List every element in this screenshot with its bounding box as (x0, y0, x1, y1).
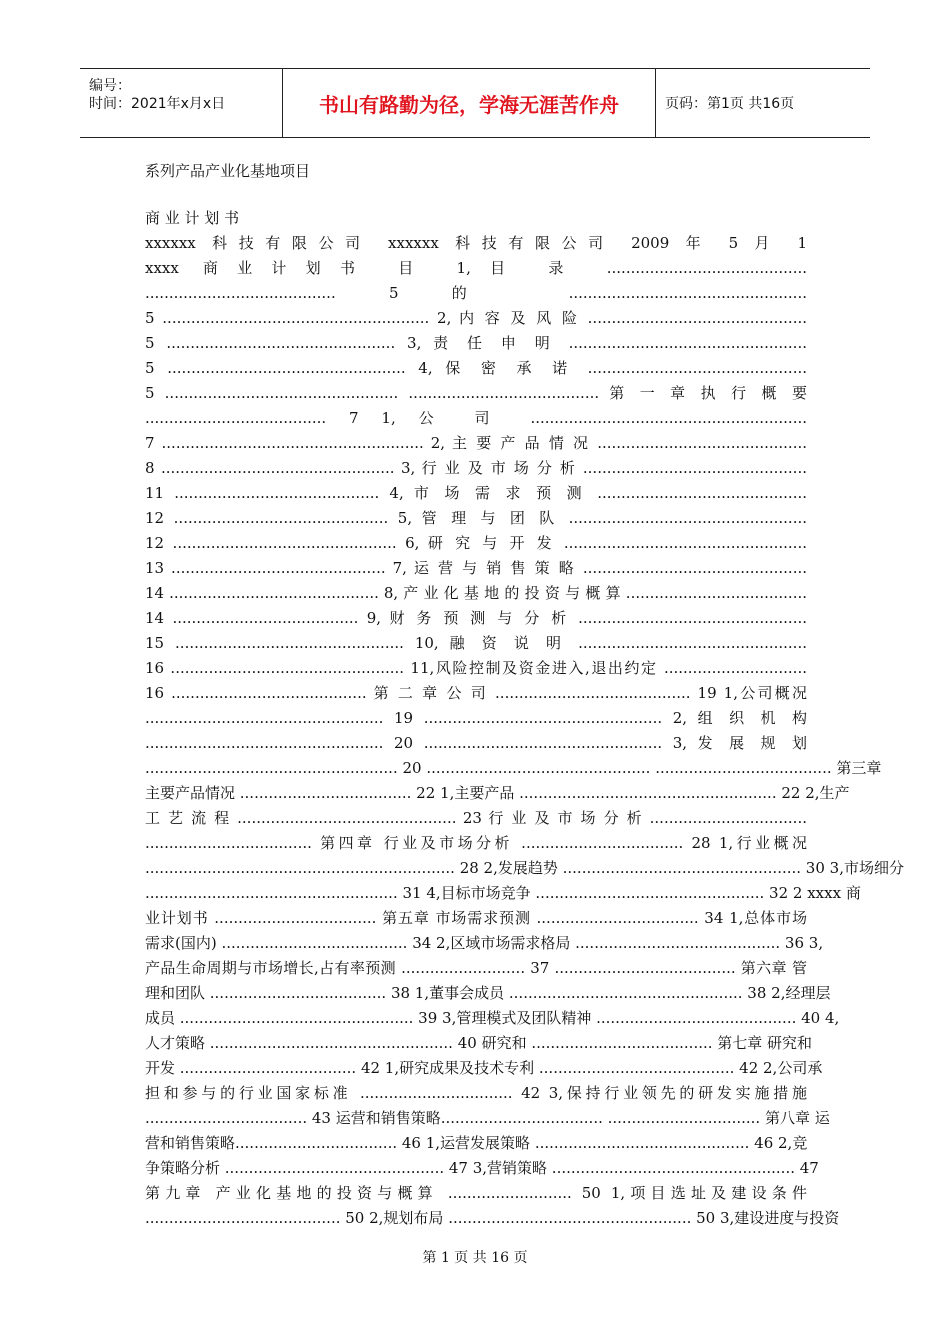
toc-line: 产品生命周期与市场增长,占有率预测 .......................... 37 ...................................... 第六章 管 (145, 959, 807, 977)
toc-line: 16 ................................................. 11,风险控制及资金进入,退出约定 .............................. (145, 659, 807, 677)
toc-line: ...................................... 7 1, 公 司 .......................................................... (145, 409, 807, 427)
toc-line: ........................................ 5 的 .................................................. (145, 284, 807, 302)
toc-line: 人才策略 ................................................... 40 研究和 ...................................... 第七章 研究和 (145, 1034, 813, 1052)
header-page-info: 页码：第1页 共16页 (665, 96, 795, 112)
toc-line: 理和团队 ..................................... 38 1,董事会成员 ................................................. 38 2,经理层 (145, 984, 831, 1002)
toc-line: 5 ................................................ 3, 责 任 申 明 .................................................. (145, 334, 807, 352)
toc-line: ................................................................. 28 2,发展趋势 .................................................. 30 3,市场细分 (145, 859, 904, 877)
time-label: 时间：2021年x月x日 (89, 96, 226, 112)
toc-line: .................................. 43 运营和销售策略.................................. ................................ 第八章 运 (145, 1109, 830, 1127)
header-motto: 书山有路勤为径，学海无涯苦作舟 (319, 92, 619, 117)
toc-line: 5 .................................................. 4, 保 密 承 诺 .............................................. (145, 359, 807, 377)
toc-line: 8 ................................................. 3, 行 业 及 市 场 分 析 ............................................... (145, 459, 807, 477)
plan-heading: 商 业 计 划 书 (145, 209, 240, 227)
toc-line: 14 ............................................ 8, 产 业 化 基 地 的 投 资 与 概 算 ...................................... (145, 584, 807, 602)
number-label: 编号： (89, 78, 131, 94)
toc-line: ..................................................... 31 4,目标市场竞争 ................................................ 32 2 xxxx 商 (145, 884, 861, 902)
toc-line: 担和参与的行业国家标准 ................................ 42 3,保持行业领先的研发实施措施 (145, 1084, 807, 1102)
toc-line: 12 ............................................. 5, 管 理 与 团 队 .................................................. (145, 509, 807, 527)
toc-line: 5 ................................................. ........................................ 第 一 章 执 行 概 要 (145, 384, 807, 402)
toc-line: 12 ............................................... 6, 研 究 与 开 发 ................................................... (145, 534, 807, 552)
document-title: 系列产品产业化基地项目 (145, 162, 311, 180)
toc-line: 需求(国内) ....................................... 34 2,区域市场需求格局 ........................................... 36 3, (145, 934, 824, 952)
toc-line: 5 ........................................................ 2, 内 容 及 风 险 .............................................. (145, 309, 807, 327)
toc-line: 成员 ................................................. 39 3,管理模式及团队精神 .......................................... 40 4, (145, 1009, 840, 1027)
toc-line: ................................... 第四章 行业及市场分析 .................................. 28 1,行业概况 (145, 834, 807, 852)
toc-line: .................................................. 20 .................................................. 3, 发 展 规 划 (145, 734, 807, 752)
toc-line: 16 ......................................... 第 二 章 公 司 ......................................... 19 1,公司概况 (145, 684, 807, 702)
page-footer: 第 1 页 共 16 页 (422, 1250, 528, 1266)
toc-line: 15 ................................................ 10, 融 资 说 明 ................................................ (145, 634, 807, 652)
toc-line: 业计划书 .................................. 第五章 市场需求预测 .................................. 34 1,总体市场 (145, 909, 807, 927)
header-meta-cell (80, 69, 282, 137)
table-of-contents (145, 206, 904, 1231)
toc-line: 工 艺 流 程 .............................................. 23 行 业 及 市 场 分 析 ................................. (145, 809, 807, 827)
toc-line: 11 ........................................... 4, 市 场 需 求 预 测 ............................................ (145, 484, 807, 502)
toc-line: 争策略分析 .............................................. 47 3,营销策略 ................................................... 47 (145, 1159, 819, 1177)
toc-line: 7 ....................................................... 2, 主 要 产 品 情 况 ............................................ (145, 434, 807, 452)
toc-line: 主要产品情况 .................................... 22 1,主要产品 ...................................................... 22 2,生产 (145, 784, 850, 802)
toc-line: 第九章 产业化基地的投资与概算 .......................... 50 1,项目选址及建设条件 (145, 1184, 807, 1202)
toc-line: 14 ....................................... 9, 财 务 预 测 与 分 析 ................................................ (145, 609, 807, 627)
toc-line: xxxx 商业计划书 目 1,目 录 .......................................... (145, 259, 807, 277)
toc-line: ..................................................... 20 ............................................... ..................................... 第三章 (145, 759, 882, 777)
toc-line: 营和销售策略.................................. 46 1,运营发展策略 ............................................. 46 2,竞 (145, 1134, 808, 1152)
toc-line: xxxxxx 科技有限公司 xxxxxx 科技有限公司 2009 年 5 月 1 (145, 234, 807, 252)
page-header (80, 68, 870, 138)
header-divider (655, 69, 656, 137)
toc-line: 开发 ..................................... 42 1,研究成果及技术专利 ......................................... 42 2,公司承 (145, 1059, 823, 1077)
toc-line: .................................................. 19 .................................................. 2, 组 织 机 构 (145, 709, 807, 727)
toc-line: ......................................... 50 2,规划布局 ................................................... 50 3,建设进度与投资 (145, 1209, 840, 1227)
toc-line: 13 ............................................. 7, 运 营 与 销 售 策 略 ............................................... (145, 559, 807, 577)
